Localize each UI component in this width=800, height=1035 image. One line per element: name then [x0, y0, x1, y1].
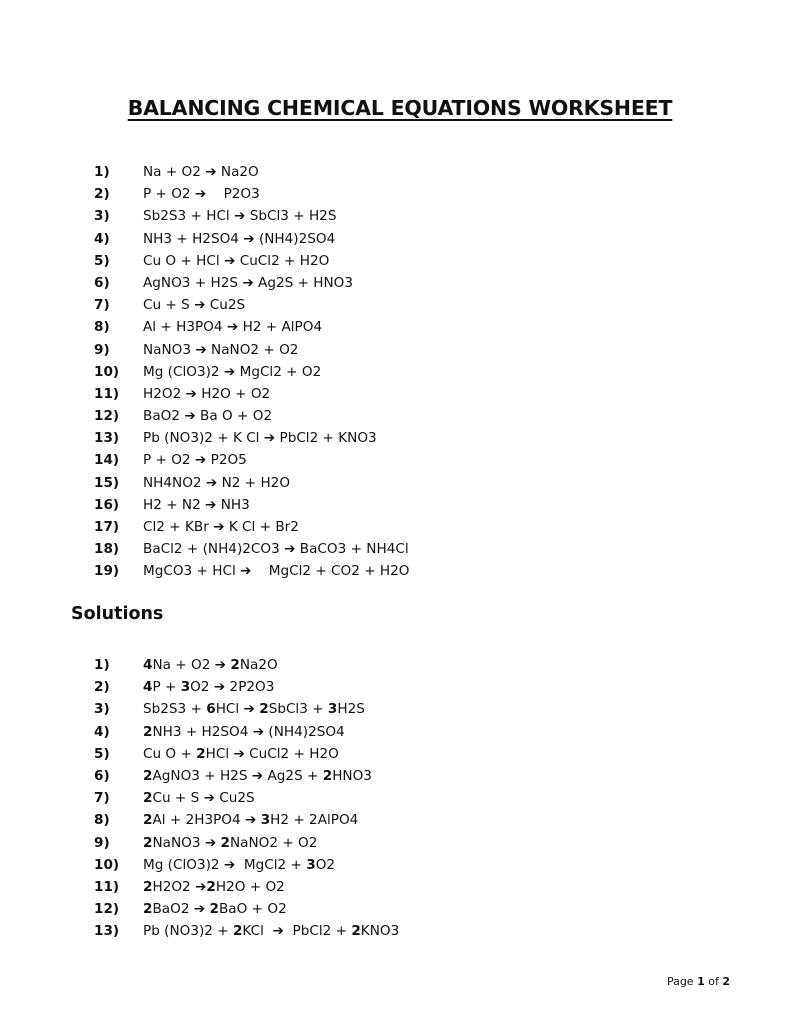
equation-text: Pb (NO3)2 +	[143, 923, 233, 940]
solution-row	[0, 876, 800, 898]
equation	[143, 383, 270, 405]
item-number: 11)	[94, 385, 120, 402]
equation-text: H2S	[337, 701, 365, 718]
arrow-icon: ➔	[223, 363, 236, 380]
equation-text: Ba O + O2	[195, 408, 273, 425]
coefficient: 4	[143, 657, 153, 673]
equation-text: HCl	[215, 701, 244, 718]
equation-text: Pb (NO3)2 + K Cl	[143, 430, 264, 447]
equation	[143, 809, 358, 831]
solution-row	[0, 676, 800, 698]
equation-text: Cu O +	[143, 745, 197, 762]
coefficient: 3	[327, 701, 338, 718]
equation	[143, 560, 409, 582]
equation	[143, 427, 377, 449]
item-number: 5)	[94, 745, 110, 762]
equation-text: Cu O + HCl	[143, 252, 224, 269]
arrow-icon: ➔	[272, 923, 284, 940]
problem-row	[0, 383, 800, 405]
item-number: 14)	[94, 452, 120, 469]
coefficient: 6	[206, 701, 216, 718]
equation-text: KCl	[242, 923, 273, 940]
solution-row	[0, 854, 800, 876]
arrow-icon: ➔	[243, 230, 255, 247]
equation-text: H2O + O2	[196, 385, 271, 402]
equation-text: O2	[190, 679, 214, 696]
page-word: Page	[666, 975, 698, 988]
problem-row	[0, 560, 800, 582]
coefficient: 2	[143, 901, 153, 918]
item-number: 17)	[94, 519, 120, 535]
equation-text: Al + H3PO4	[143, 319, 227, 336]
equation-text: KNO3	[360, 923, 400, 940]
item-number: 1)	[94, 657, 110, 673]
arrow-icon: ➔	[193, 901, 206, 918]
equation-text: Ag2S + HNO3	[253, 274, 354, 291]
equation	[143, 898, 287, 920]
equation-text: P + O2	[143, 186, 195, 203]
coefficient: 2	[143, 767, 153, 784]
problem-row	[0, 183, 800, 205]
equation-text: Na2O	[239, 657, 278, 673]
arrow-icon: ➔	[194, 186, 207, 203]
coefficient: 4	[143, 679, 153, 696]
equation-text: Cl2 + KBr	[143, 519, 214, 535]
arrow-icon: ➔	[234, 208, 246, 225]
problem-row	[0, 427, 800, 449]
item-number: 19)	[94, 563, 120, 580]
equation-text: BaCl2 + (NH4)2CO3	[143, 541, 285, 558]
equation	[143, 205, 336, 227]
equation-text: P2O5	[206, 452, 247, 469]
equation-text: HNO3	[332, 767, 372, 784]
equation-text: P +	[152, 679, 181, 696]
arrow-icon: ➔	[195, 341, 207, 358]
equation-text: H2 + AlPO4	[238, 319, 323, 336]
arrow-icon: ➔	[263, 430, 276, 447]
equation-text: H2 + 2AlPO4	[270, 812, 359, 829]
equation	[143, 494, 250, 516]
item-number: 6)	[94, 274, 110, 291]
coefficient: 2	[220, 834, 230, 851]
coefficient: 2	[322, 767, 333, 784]
equation-text: P2O3	[206, 186, 260, 203]
problem-row	[0, 339, 800, 361]
equation	[143, 654, 278, 676]
arrow-icon: ➔	[252, 723, 265, 740]
item-number: 10)	[94, 856, 120, 873]
arrow-icon: ➔	[205, 496, 217, 513]
of-word: of	[704, 975, 723, 988]
equation-text: Ag2S +	[263, 767, 323, 784]
problem-row	[0, 449, 800, 471]
item-number: 9)	[94, 834, 110, 851]
equation	[143, 765, 372, 787]
solution-row	[0, 787, 800, 809]
item-number: 11)	[94, 878, 120, 895]
equation-text: Na + O2	[143, 164, 206, 180]
item-number: 18)	[94, 541, 120, 558]
equation-text: Mg (ClO3)2	[143, 363, 224, 380]
item-number: 5)	[94, 252, 110, 269]
equation	[143, 161, 259, 183]
equation	[143, 316, 322, 338]
equation-text: NaNO3	[152, 834, 205, 851]
equation-text: BaCO3 + NH4Cl	[295, 541, 409, 558]
worksheet-title: BALANCING CHEMICAL EQUATIONS WORKSHEET	[127, 96, 673, 120]
equation-text: 2P2O3	[225, 679, 275, 696]
equation	[143, 250, 329, 272]
equation-text: PbCl2 + KNO3	[275, 430, 377, 447]
arrow-icon: ➔	[204, 834, 217, 851]
item-number: 2)	[94, 186, 110, 203]
equation	[143, 472, 290, 494]
equation-text: NaNO3	[143, 341, 196, 358]
equation	[143, 743, 339, 765]
equation	[143, 920, 399, 942]
problem-row	[0, 516, 800, 538]
coefficient: 2	[143, 834, 153, 851]
item-number: 7)	[94, 790, 110, 807]
item-number: 8)	[94, 319, 110, 336]
equation-text: Cu2S	[214, 790, 255, 807]
page-total: 2	[722, 975, 730, 988]
page-footer	[667, 975, 730, 988]
equation-text: Cu2S	[205, 297, 246, 314]
arrow-icon: ➔	[205, 164, 217, 180]
item-number: 12)	[94, 901, 120, 918]
equation-text: Cu + S	[152, 790, 204, 807]
coefficient: 2	[232, 923, 243, 940]
equation-text: BaO2	[143, 408, 185, 425]
solution-row	[0, 654, 800, 676]
equation-text: BaO + O2	[218, 901, 287, 918]
arrow-icon: ➔	[251, 767, 264, 784]
equation-text: Cu + S	[143, 297, 195, 314]
equation	[143, 272, 353, 294]
equation	[143, 832, 317, 854]
equation	[143, 676, 274, 698]
equation-text: MgCl2 +	[235, 856, 307, 873]
equation-text: P + O2	[143, 452, 195, 469]
equation-text: Na2O	[216, 164, 259, 180]
problem-row	[0, 494, 800, 516]
equation-text: Al + 2H3PO4	[152, 812, 245, 829]
equation-text: O2	[315, 856, 336, 873]
item-number: 16)	[94, 496, 120, 513]
arrow-icon: ➔	[213, 519, 225, 535]
page-number: 1	[697, 975, 705, 988]
item-number: 13)	[94, 430, 120, 447]
arrow-icon: ➔	[185, 385, 197, 402]
item-number: 2)	[94, 679, 110, 696]
coefficient: 3	[260, 812, 271, 829]
coefficient: 2	[351, 923, 361, 940]
arrow-icon: ➔	[223, 856, 236, 873]
equation-text: CuCl2 + H2O	[244, 745, 339, 762]
item-number: 10)	[94, 363, 120, 380]
arrow-icon: ➔	[195, 878, 207, 895]
problem-row	[0, 361, 800, 383]
arrow-icon: ➔	[240, 563, 252, 580]
equation-text: N2 + H2O	[217, 474, 291, 491]
equation-text: (NH4)2SO4	[264, 723, 345, 740]
equation	[143, 183, 260, 205]
arrow-icon: ➔	[242, 274, 254, 291]
equation	[143, 698, 365, 720]
item-number: 4)	[94, 723, 110, 740]
item-number: 6)	[94, 767, 110, 784]
equation-text: Na + O2	[152, 657, 215, 673]
equation-text: MgCl2 + O2	[235, 363, 322, 380]
equation-text: NaNO2 + O2	[230, 834, 318, 851]
equation-text: PbCl2 +	[283, 923, 352, 940]
arrow-icon: ➔	[194, 297, 206, 314]
problem-row	[0, 250, 800, 272]
coefficient: 2	[143, 723, 153, 740]
equation-text: H2O + O2	[215, 878, 285, 895]
item-number: 1)	[94, 164, 110, 180]
item-number: 15)	[94, 474, 120, 491]
coefficient: 2	[206, 878, 216, 895]
equation-text: NaNO2 + O2	[206, 341, 299, 358]
equation-text: Sb2S3 +	[143, 701, 207, 718]
arrow-icon: ➔	[203, 790, 215, 807]
solution-row	[0, 920, 800, 942]
equation	[143, 516, 299, 538]
equation-text: K Cl + Br2	[224, 519, 299, 535]
item-number: 3)	[94, 208, 110, 225]
coefficient: 2	[143, 790, 153, 807]
problem-row	[0, 205, 800, 227]
problem-row	[0, 405, 800, 427]
equation	[143, 854, 335, 876]
equation	[143, 449, 247, 471]
equation-text: Sb2S3 + HCl	[143, 208, 235, 225]
equation	[143, 538, 409, 560]
equation-text: MgCO3 + HCl	[143, 563, 241, 580]
item-number: 9)	[94, 341, 110, 358]
equation-text: Mg (ClO3)2	[143, 856, 224, 873]
solution-row	[0, 898, 800, 920]
problem-row	[0, 228, 800, 250]
arrow-icon: ➔	[243, 701, 255, 718]
coefficient: 2	[196, 745, 206, 762]
problem-row	[0, 161, 800, 183]
equation-text: HCl	[205, 745, 234, 762]
equation-text: SbCl3 +	[268, 701, 328, 718]
equation	[143, 405, 272, 427]
solution-row	[0, 743, 800, 765]
equation-text: H2O2	[152, 878, 196, 895]
equation-text: CuCl2 + H2O	[235, 252, 330, 269]
problem-list	[0, 161, 800, 583]
arrow-icon: ➔	[184, 408, 196, 425]
solution-row	[0, 721, 800, 743]
equation-text: NH3	[216, 496, 250, 513]
equation-text: MgCl2 + CO2 + H2O	[251, 563, 410, 580]
arrow-icon: ➔	[223, 252, 236, 269]
coefficient: 3	[180, 679, 191, 696]
solution-row	[0, 765, 800, 787]
item-number: 3)	[94, 701, 110, 718]
coefficient: 2	[143, 878, 153, 895]
problem-row	[0, 272, 800, 294]
arrow-icon: ➔	[244, 812, 257, 829]
equation	[143, 339, 298, 361]
problem-row	[0, 472, 800, 494]
solution-row	[0, 809, 800, 831]
equation-text: (NH4)2SO4	[254, 230, 336, 247]
equation-text: SbCl3 + H2S	[245, 208, 337, 225]
item-number: 8)	[94, 812, 110, 829]
item-number: 12)	[94, 408, 120, 425]
equation	[143, 721, 345, 743]
equation-text: AgNO3 + H2S	[143, 274, 243, 291]
solution-row	[0, 698, 800, 720]
arrow-icon: ➔	[214, 657, 227, 673]
arrow-icon: ➔	[213, 679, 226, 696]
item-number: 13)	[94, 923, 120, 940]
equation	[143, 228, 335, 250]
problem-row	[0, 316, 800, 338]
equation	[143, 361, 321, 383]
equation-text: AgNO3 + H2S	[152, 767, 252, 784]
arrow-icon: ➔	[233, 745, 245, 762]
equation	[143, 876, 285, 898]
coefficient: 3	[306, 856, 316, 873]
solution-list	[0, 654, 800, 942]
solutions-heading: Solutions	[71, 604, 164, 624]
arrow-icon: ➔	[205, 474, 218, 491]
solution-row	[0, 832, 800, 854]
item-number: 7)	[94, 297, 110, 314]
arrow-icon: ➔	[194, 452, 207, 469]
problem-row	[0, 538, 800, 560]
arrow-icon: ➔	[284, 541, 296, 558]
equation-text: H2 + N2	[143, 496, 206, 513]
equation	[143, 294, 245, 316]
coefficient: 2	[230, 657, 240, 673]
coefficient: 2	[259, 701, 269, 718]
equation-text: NH3 + H2SO4	[152, 723, 253, 740]
problem-row	[0, 294, 800, 316]
equation-text: BaO2	[152, 901, 194, 918]
item-number: 4)	[94, 230, 110, 247]
arrow-icon: ➔	[226, 319, 239, 336]
equation	[143, 787, 255, 809]
equation-text: H2O2	[143, 385, 186, 402]
coefficient: 2	[209, 901, 219, 918]
equation-text: NH3 + H2SO4	[143, 230, 244, 247]
equation-text: NH4NO2	[143, 474, 206, 491]
coefficient: 2	[143, 812, 153, 829]
